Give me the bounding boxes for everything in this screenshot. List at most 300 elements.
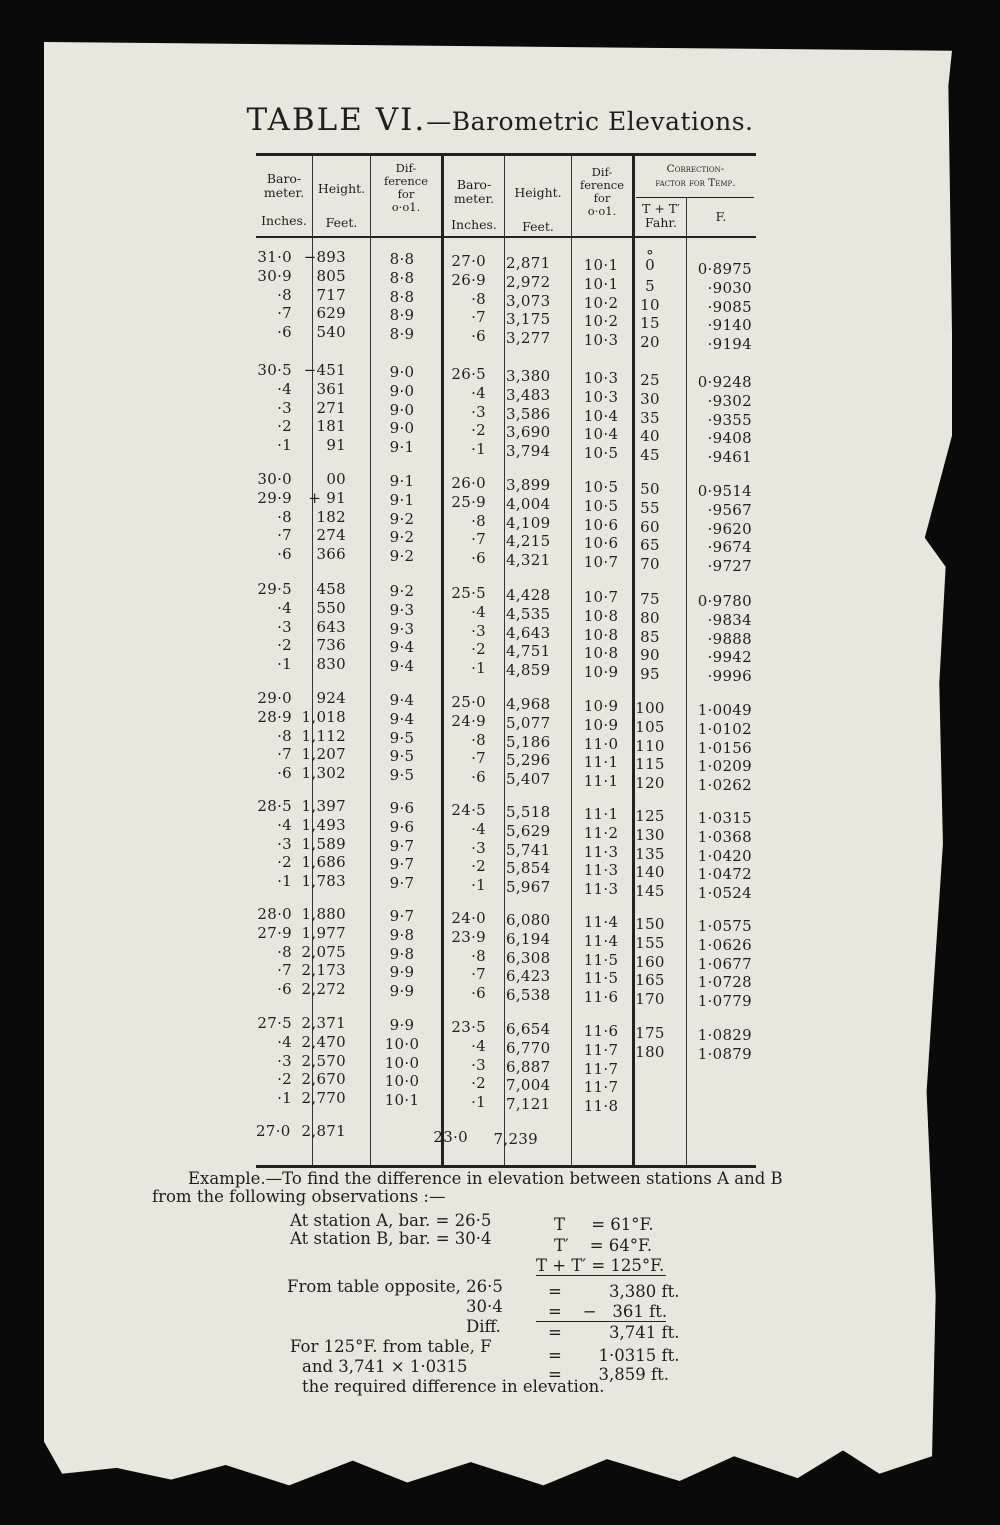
table-cell: 10·5 (583, 478, 619, 496)
table-cell: ·6 (277, 764, 292, 783)
header-inches: Inches. (261, 213, 307, 228)
table-cell: 27·9 (257, 923, 292, 942)
table-cell: ·6 (277, 545, 292, 564)
table-cell: 3,380 (506, 367, 551, 385)
table-cell: 9·7 (389, 874, 415, 893)
table-cell: 11·6 (583, 1022, 619, 1040)
table-cell: 3,483 (506, 385, 551, 404)
table-cell: 9·4 (389, 709, 415, 728)
table-cell: 10·0 (384, 1034, 420, 1053)
table-cell: 1,686 (301, 853, 346, 872)
table-cell: 10·5 (583, 496, 619, 515)
table-cell: −893 (303, 248, 346, 266)
table-cell: ·9834 (707, 610, 752, 629)
table-cell: 165 (635, 971, 665, 990)
table-cell: 30·5 (257, 361, 292, 379)
table-cell: 26·0 (451, 474, 486, 492)
table-cell: ·2 (277, 853, 292, 872)
station-b: At station B, bar. = 30·4 (290, 1229, 492, 1248)
table-cell: 30·9 (257, 266, 292, 285)
table-cell: ·9408 (707, 429, 752, 448)
title-main: TABLE VI. (246, 102, 427, 138)
table-cell: 9·9 (389, 1016, 415, 1034)
table-cell: 29·5 (257, 580, 292, 598)
table-cell: 10·1 (583, 274, 619, 293)
table-cell: 1·0472 (697, 865, 752, 884)
table-cell: 1·0315 (697, 809, 752, 827)
table-cell: 5,186 (506, 732, 551, 751)
table-cell: ·4 (471, 602, 486, 621)
table-cell: 5,741 (506, 840, 551, 859)
table-cell: 9·2 (389, 547, 415, 566)
table-cell: 1,783 (301, 872, 346, 891)
table-cell: ·8 (277, 507, 292, 526)
table-cell: 75 (640, 590, 660, 608)
table-cell: ·9567 (707, 500, 752, 519)
table-cell: 26·5 (451, 365, 486, 383)
table-cell: 6,538 (506, 986, 551, 1005)
table-cell: 60 (640, 517, 660, 536)
table-cell: 5 (645, 276, 655, 295)
table-cell: 11·4 (583, 913, 619, 931)
table-cell: ·6 (471, 768, 486, 787)
header-feet: Feet. (325, 215, 358, 230)
table-cell: 9·3 (389, 600, 415, 619)
table-cell: ·1 (277, 872, 292, 891)
table-cell: 4,535 (506, 604, 551, 623)
table-cell: ·4 (277, 379, 292, 398)
table-cell: ·4 (277, 598, 292, 617)
table-cell: ·2 (277, 1070, 292, 1089)
table-cell: 175 (635, 1024, 665, 1042)
table-cell: 1·0209 (697, 757, 752, 776)
example-line-2: from the following observations :— (152, 1187, 446, 1206)
table-cell: + 91 (308, 488, 346, 507)
table-cell: 160 (635, 952, 665, 971)
table-cell: ·8 (471, 946, 486, 965)
required-line: the required difference in elevation. (302, 1377, 605, 1396)
table-cell: ·9942 (707, 648, 752, 667)
table-cell: 1,207 (301, 745, 346, 764)
table-cell: ·1 (471, 1093, 486, 1112)
table-cell: 9·9 (389, 982, 415, 1001)
table-cell: ·7 (277, 304, 292, 323)
table-cell: 10·4 (583, 425, 619, 444)
result-4: = 1·0315 ft. (548, 1346, 680, 1365)
table-cell: 10·0 (384, 1072, 420, 1091)
table-cell: 6,423 (506, 967, 551, 986)
table-cell: ·3 (471, 1055, 486, 1074)
table-cell: 1,018 (301, 707, 346, 726)
table-cell: 155 (635, 933, 665, 952)
table-cell: 9·1 (389, 490, 415, 509)
result-1: = 3,380 ft. (548, 1282, 680, 1301)
table-cell: 31·0 (257, 248, 292, 266)
table-cell: 1·0626 (697, 935, 752, 954)
table-cell: ·3 (471, 838, 486, 857)
table-cell: 9·3 (389, 619, 415, 638)
table-cell: ·9461 (707, 448, 752, 467)
table-cell: 736 (316, 636, 346, 655)
table-cell: ·3 (471, 402, 486, 421)
table-cell: ·8 (277, 726, 292, 745)
table-cell: 30·0 (257, 470, 292, 488)
table-cell: 25·9 (451, 492, 486, 511)
table-cell: 1,880 (301, 905, 346, 923)
table-cell: 10·4 (583, 406, 619, 425)
table-cell: 65 (640, 536, 660, 555)
table-cell: 9·2 (389, 582, 415, 600)
table-cell: 10·6 (583, 515, 619, 534)
table-cell: ·9030 (707, 278, 752, 297)
result-3: = 3,741 ft. (548, 1323, 680, 1342)
table-cell: ·1 (277, 1089, 292, 1108)
table-cell: 1·0102 (697, 719, 752, 738)
table-cell: 10·2 (583, 293, 619, 312)
table-cell: ·7 (277, 745, 292, 764)
table-cell: 11·5 (583, 969, 619, 988)
table-cell: ·6 (277, 323, 292, 342)
table-cell: 3,899 (506, 476, 551, 494)
table-cell: 5,407 (506, 770, 551, 789)
table-cell: 15 (640, 314, 660, 333)
table-cell: 70 (640, 555, 660, 574)
table-cell: 9·2 (389, 528, 415, 547)
table-cell: 2,871 (301, 1122, 346, 1140)
table-cell: ·4 (471, 819, 486, 838)
table-cell: 7,121 (506, 1095, 551, 1114)
table-cell: 9·5 (389, 747, 415, 766)
table-cell: 27·5 (257, 1014, 292, 1032)
table-cell: 7,239 (493, 1130, 538, 1148)
table-cell: 271 (316, 398, 346, 417)
table-cell: 2,075 (301, 942, 346, 961)
table-cell: ·3 (277, 398, 292, 417)
temp-t: T = 61°F. (554, 1215, 654, 1234)
table-cell: 1,493 (301, 815, 346, 834)
header-feet-2: Feet. (522, 219, 554, 234)
table-bottom-rule (256, 1165, 756, 1168)
table-cell: 50 (640, 480, 660, 498)
table-cell: 2,371 (301, 1014, 346, 1032)
table-cell: 40 (640, 427, 660, 446)
table-cell: ·9355 (707, 410, 752, 429)
correction-sub-rule (636, 197, 754, 198)
table-cell: 0·9780 (697, 592, 752, 610)
table-cell: 2,470 (301, 1032, 346, 1051)
table-cell: 1·0262 (697, 776, 752, 795)
temp-sum: T + T′ = 125°F. (536, 1256, 665, 1275)
and-line: and 3,741 × 1·0315 (302, 1357, 468, 1376)
table-cell: 11·0 (583, 734, 619, 753)
table-cell: 4,968 (506, 695, 551, 713)
table-cell: 3,277 (506, 329, 551, 348)
table-cell: 11·1 (583, 805, 619, 823)
table-cell: 29·0 (257, 689, 292, 707)
diff-label: Diff. (466, 1317, 501, 1336)
table-cell: 120 (635, 774, 665, 793)
table-cell: 90 (640, 646, 660, 665)
header-height: Height. (317, 181, 366, 196)
table-cell: 1·0728 (697, 973, 752, 992)
table-cell: 830 (316, 655, 346, 674)
table-cell: 9·0 (389, 363, 415, 381)
table-cell: 10·1 (384, 1091, 420, 1110)
table-cell: 6,654 (506, 1020, 551, 1038)
table-cell: 5,077 (506, 713, 551, 732)
table-cell: 85 (640, 627, 660, 646)
table-cell: 9·7 (389, 907, 415, 925)
table-cell: 28·5 (257, 797, 292, 815)
table-cell: 2,871 (506, 254, 551, 272)
table-cell: 10·3 (583, 331, 619, 350)
table-cell: 24·5 (451, 801, 486, 819)
table-cell: 150 (635, 915, 665, 933)
table-cell: 135 (635, 844, 665, 863)
table-cell: 4,751 (506, 642, 551, 661)
header-correction: Correction- factor for Temp. (655, 163, 736, 189)
table-cell: 11·8 (583, 1097, 619, 1116)
column-divider (370, 156, 371, 1165)
table-cell: 10·3 (583, 387, 619, 406)
table-cell: 805 (316, 266, 346, 285)
table-cell: 4,643 (506, 623, 551, 642)
table-cell: 9·5 (389, 728, 415, 747)
table-cell: 629 (316, 304, 346, 323)
table-cell: 11·5 (583, 950, 619, 969)
sum-rule (536, 1275, 666, 1276)
table-cell: 11·1 (583, 753, 619, 772)
table-cell: 2,272 (301, 980, 346, 999)
table-cell: 10·8 (583, 644, 619, 663)
table-cell: ·2 (471, 1074, 486, 1093)
table-cell: ·9140 (707, 316, 752, 335)
example-line-1: Example.—To find the difference in elevation between stations A and B (188, 1169, 783, 1188)
header-difference-2: Dif- ference for o·o1. (579, 165, 625, 218)
table-cell: 182 (316, 507, 346, 526)
table-cell: 10·6 (583, 534, 619, 553)
table-cell: 6,770 (506, 1038, 551, 1057)
table-cell: ·9194 (707, 335, 752, 354)
table-cell: 5,629 (506, 821, 551, 840)
table-cell: −451 (303, 361, 346, 379)
table-cell: 110 (635, 736, 665, 755)
table-top-rule (256, 153, 756, 156)
table-cell: 1·0575 (697, 917, 752, 935)
table-cell: 1,977 (301, 923, 346, 942)
table-cell: 9·1 (389, 438, 415, 457)
table-cell: ·7 (471, 965, 486, 984)
table-cell: 2,670 (301, 1070, 346, 1089)
table-cell: ·3 (471, 621, 486, 640)
table-cell: 10·8 (583, 625, 619, 644)
table-cell: ·2 (277, 636, 292, 655)
table-cell: 5,967 (506, 878, 551, 897)
table-cell: ·1 (471, 440, 486, 459)
table-cell: 3,073 (506, 291, 551, 310)
table-cell: ·9674 (707, 538, 752, 557)
table-cell: 924 (316, 689, 346, 707)
table-cell: 26·9 (451, 270, 486, 289)
table-cell: 10·1 (583, 256, 619, 274)
table-cell: 9·7 (389, 855, 415, 874)
table-cell: 170 (635, 990, 665, 1009)
table-cell: 9·0 (389, 419, 415, 438)
header-f: F. (715, 209, 727, 224)
table-cell: 1·0879 (697, 1044, 752, 1063)
table-cell: ·7 (471, 308, 486, 327)
table-cell: 6,080 (506, 911, 551, 929)
table-cell: ·4 (277, 1032, 292, 1051)
table-cell: 540 (316, 323, 346, 342)
table-cell: 9·0 (389, 400, 415, 419)
table-cell: 4,859 (506, 661, 551, 680)
table-cell: 181 (316, 417, 346, 436)
table-cell: 10·8 (583, 606, 619, 625)
diff-rule (536, 1321, 666, 1322)
table-cell: 130 (635, 825, 665, 844)
table-cell: 9·4 (389, 657, 415, 676)
table-cell: ·9302 (707, 391, 752, 410)
table-cell: 25 (640, 371, 660, 389)
table-cell: 35 (640, 408, 660, 427)
table-cell: 11·3 (583, 842, 619, 861)
table-cell: 11·6 (583, 988, 619, 1007)
table-cell: 9·7 (389, 836, 415, 855)
table-cell: 8·8 (389, 250, 415, 268)
table-cell: 24·0 (451, 909, 486, 927)
table-cell: 643 (316, 617, 346, 636)
table-cell: 10·3 (583, 369, 619, 387)
table-cell: ·4 (471, 383, 486, 402)
table-cell: 366 (316, 545, 346, 564)
table-cell: 95 (640, 665, 660, 684)
table-cell: 8·9 (389, 325, 415, 344)
table-cell: 9·2 (389, 509, 415, 528)
table-cell: 10 (640, 295, 660, 314)
table-cell: ·6 (277, 980, 292, 999)
for-line: For 125°F. from table, F (290, 1337, 492, 1356)
table-cell: 4,215 (506, 532, 551, 551)
table-cell: 274 (316, 526, 346, 545)
table-cell: 11·3 (583, 880, 619, 899)
table-cell: 27·0 (256, 1122, 291, 1140)
table-cell: ·1 (277, 436, 292, 455)
table-cell: 8·9 (389, 306, 415, 325)
table-cell: 24·9 (451, 711, 486, 730)
table-cell: 9·6 (389, 799, 415, 817)
table-cell: 10·7 (583, 553, 619, 572)
table-cell: 5,854 (506, 859, 551, 878)
table-cell: ·2 (471, 421, 486, 440)
table-cell: ·2 (471, 640, 486, 659)
table-cell: ·7 (277, 961, 292, 980)
table-cell: 115 (635, 755, 665, 774)
table-cell: 11·7 (583, 1040, 619, 1059)
column-divider (571, 156, 572, 1165)
table-cell: 9·4 (389, 691, 415, 709)
table-cell: 8·8 (389, 287, 415, 306)
table-cell: 458 (316, 580, 346, 598)
table-cell: 1,112 (301, 726, 346, 745)
title-sub: —Barometric Elevations. (426, 107, 754, 136)
table-cell: 1·0156 (697, 738, 752, 757)
table-cell: 6,887 (506, 1057, 551, 1076)
table-cell: 3,586 (506, 404, 551, 423)
table-cell: ·6 (471, 549, 486, 568)
table-cell: 5,518 (506, 803, 551, 821)
table-cell: 1,302 (301, 764, 346, 783)
table-cell: 7,004 (506, 1076, 551, 1095)
table-cell: 11·2 (583, 823, 619, 842)
table-cell: 9·5 (389, 766, 415, 785)
page-title (0, 102, 1000, 138)
table-cell: ·8 (277, 285, 292, 304)
table-cell: 100 (635, 699, 665, 717)
table-cell: 4,428 (506, 586, 551, 604)
table-cell: ·7 (471, 749, 486, 768)
table-cell: 1·0524 (697, 884, 752, 903)
table-cell: 11·3 (583, 861, 619, 880)
value-30-4: 30·4 (466, 1297, 503, 1316)
table-cell: 10·9 (583, 663, 619, 682)
table-cell: 11·1 (583, 772, 619, 791)
table-cell: 10·0 (384, 1053, 420, 1072)
table-cell: ·9620 (707, 519, 752, 538)
header-bottom-rule (256, 236, 756, 238)
table-cell: 11·4 (583, 931, 619, 950)
table-cell: 145 (635, 882, 665, 901)
table-cell: 23·0 (433, 1128, 468, 1146)
table-cell: ·8 (471, 730, 486, 749)
header-barometer: Baro- meter. (263, 171, 305, 200)
table-cell: 9·9 (389, 963, 415, 982)
table-cell: ·8 (471, 289, 486, 308)
header-barometer-2: Baro- meter. (453, 177, 495, 206)
table-cell: ·9996 (707, 667, 752, 686)
from-table: From table opposite, 26·5 (287, 1277, 503, 1296)
table-cell: 4,004 (506, 494, 551, 513)
table-cell: 0·8975 (697, 260, 752, 278)
table-cell: 10·9 (583, 697, 619, 715)
table-cell: 5,296 (506, 751, 551, 770)
table-cell: 23·5 (451, 1018, 486, 1036)
table-cell: ·3 (277, 1051, 292, 1070)
table-cell: 10·5 (583, 444, 619, 463)
header-difference: Dif- ference for o·o1. (383, 161, 429, 214)
table-cell: 8·8 (389, 268, 415, 287)
result-5: = 3,859 ft. (548, 1365, 670, 1384)
header-height-2: Height. (514, 185, 562, 200)
table-cell: ·1 (471, 659, 486, 678)
table-cell: 9·8 (389, 944, 415, 963)
table-cell: 27·0 (451, 252, 486, 270)
table-cell: 1·0829 (697, 1026, 752, 1044)
table-cell: 28·9 (257, 707, 292, 726)
table-cell: 6,194 (506, 929, 551, 948)
table-cell: 25·5 (451, 584, 486, 602)
table-cell: 3,794 (506, 442, 551, 461)
table-cell: 10·2 (583, 312, 619, 331)
table-cell: ·4 (277, 815, 292, 834)
table-cell: ·2 (471, 857, 486, 876)
table-cell: 30 (640, 389, 660, 408)
table-cell: 00 (326, 470, 346, 488)
table-cell: 0·9514 (697, 482, 752, 500)
table-cell: ·8 (277, 942, 292, 961)
result-2: = − 361 ft. (548, 1302, 668, 1321)
table-cell: 10·9 (583, 715, 619, 734)
